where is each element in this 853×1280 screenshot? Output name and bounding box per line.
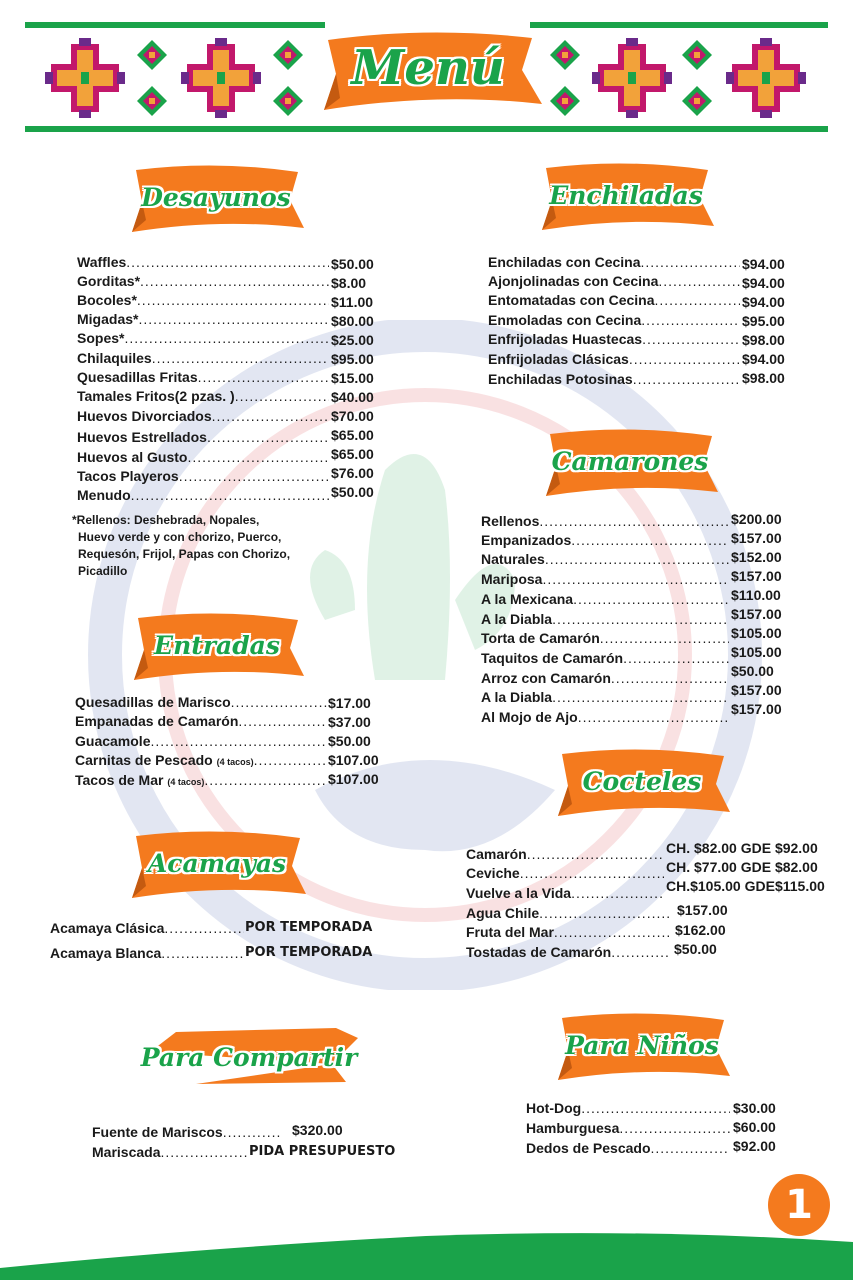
menu-item: Gorditas* ..... [77,273,329,289]
menu-price: PIDA PRESUPUESTO [249,1144,396,1159]
menu-item: Huevos Estrellados ..... [77,429,329,445]
menu-price: $50.00 [331,256,374,272]
menu-item: Camarón ..... [466,846,664,862]
menu-item: Menudo ..... [77,487,329,503]
menu-item: Arroz con Camarón ..... [481,670,729,686]
menu-price: $15.00 [331,370,374,386]
menu-price: $94.00 [742,275,785,291]
menu-price: $107.00 [328,771,379,787]
menu-price: $65.00 [331,446,374,462]
menu-price: $76.00 [331,465,374,481]
menu-price: POR TEMPORADA [245,945,373,960]
tribal-pattern-left [45,36,315,120]
menu-price: $157.00 [731,682,782,698]
menu-title: Menú [351,40,505,96]
menu-price: $65.00 [331,427,374,443]
menu-price: $107.00 [328,752,379,768]
menu-price: $200.00 [731,511,782,527]
menu-item: Enfrijoladas Clásicas ..... [488,351,740,367]
menu-item: Sopes* ..... [77,330,329,346]
menu-item: Entomatadas con Cecina ..... [488,292,740,308]
entradas-ribbon [128,610,306,686]
menu-item: Acamaya Clásica ..... [50,920,244,936]
menu-item: Rellenos ..... [481,513,729,529]
menu-item: Torta de Camarón ..... [481,630,729,646]
menu-price: $157.00 [731,701,782,717]
camarones-title: Camarones [551,447,709,476]
menu-item: Empanadas de Camarón ..... [75,713,327,729]
menu-item: Waffles ..... [77,254,329,270]
menu-item: A la Diabla ..... [481,689,729,705]
menu-item: Migadas* ..... [77,311,329,327]
acamayas-title: Acamayas [147,849,287,878]
menu-price: $94.00 [742,256,785,272]
menu-price: $50.00 [674,941,717,957]
menu-price: $50.00 [331,484,374,500]
menu-price: $30.00 [733,1100,776,1116]
menu-price: $152.00 [731,549,782,565]
menu-price: $157.00 [731,530,782,546]
menu-price: $8.00 [331,275,367,291]
menu-item: Guacamole ..... [75,733,327,749]
menu-item: Tacos de Mar (4 tacos) ..... [75,772,327,788]
menu-price: $162.00 [675,922,726,938]
menu-item: Chilaquiles ..... [77,350,329,366]
menu-price: $17.00 [328,695,371,711]
camarones-ribbon [540,426,720,502]
menu-item: Ajonjolinadas con Cecina ..... [488,273,740,289]
menu-price: $11.00 [331,294,374,310]
tribal-pattern-right [548,36,818,120]
menu-item: Hot-Dog ..... [526,1100,730,1116]
cocteles-title: Cocteles [582,767,702,796]
menu-item: Tostadas de Camarón ..... [466,944,670,960]
menu-item: Mariposa ..... [481,571,729,587]
menu-item: Al Mojo de Ajo ..... [481,709,729,725]
menu-price: $50.00 [731,663,774,679]
compartir-title: Para Compartir [140,1043,358,1072]
menu-item: Acamaya Blanca ..... [50,945,244,961]
acamayas-ribbon [126,828,308,904]
menu-item: Mariscada ..... [92,1144,248,1160]
menu-price: $105.00 [731,644,782,660]
menu-price: $157.00 [677,902,728,918]
menu-item: Quesadillas Fritas ..... [77,369,329,385]
menu-price: CH. $82.00 GDE $92.00 [666,840,818,856]
header-top-bar-right [530,22,828,28]
menu-item: Fuente de Mariscos ..... [92,1124,282,1140]
menu-item: Vuelve a la Vida ..... [466,885,664,901]
footer-green-wave [0,1228,853,1280]
menu-price: $25.00 [331,332,374,348]
menu-item: Bocoles* ..... [77,292,329,308]
menu-item: Tamales Fritos(2 pzas. ) ..... [77,388,329,404]
desayunos-title: Desayunos [141,183,291,212]
cocteles-ribbon [552,746,732,822]
enchiladas-title: Enchiladas [549,181,703,210]
menu-price: $94.00 [742,294,785,310]
menu-price: $320.00 [292,1122,343,1138]
menu-price: $157.00 [731,606,782,622]
menu-item: Enmoladas con Cecina ..... [488,312,740,328]
menu-price: $95.00 [331,351,374,367]
menu-item: Enfrijoladas Huastecas ..... [488,331,740,347]
header-bottom-bar [25,126,828,132]
menu-title-ribbon [310,26,546,116]
desayunos-ribbon [126,162,306,238]
menu-item: Carnitas de Pescado (4 tacos) ..... [75,752,327,768]
menu-price: $157.00 [731,568,782,584]
menu-item: Fruta del Mar ..... [466,924,670,940]
menu-price: $110.00 [731,587,781,603]
menu-item: A la Diabla ..... [481,611,729,627]
menu-price: $105.00 [731,625,782,641]
menu-item: Huevos al Gusto ..... [77,449,329,465]
menu-price: $95.00 [742,313,785,329]
menu-price: $50.00 [328,733,371,749]
header-top-bar-left [25,22,325,28]
menu-price: $60.00 [733,1119,776,1135]
menu-price: $37.00 [328,714,371,730]
ninos-ribbon [552,1010,732,1086]
menu-item: Naturales ..... [481,551,729,567]
menu-price: POR TEMPORADA [245,920,373,935]
menu-price: $40.00 [331,389,374,405]
page-number-badge [768,1174,830,1236]
menu-item: Tacos Playeros ..... [77,468,329,484]
enchiladas-ribbon [536,160,716,236]
menu-price: CH. $77.00 GDE $82.00 [666,859,818,875]
menu-item: Agua Chile ..... [466,905,670,921]
entradas-title: Entradas [154,631,280,660]
menu-item: Enchiladas con Cecina ..... [488,254,740,270]
ninos-title: Para Niños [565,1031,719,1060]
menu-item: A la Mexicana ..... [481,591,729,607]
menu-price: $70.00 [331,408,374,424]
menu-price: $94.00 [742,351,785,367]
rellenos-note: *Rellenos: Deshebrada, Nopales, Huevo verde y con chorizo, Puerco, Requesón, Frijol, Papas con Chorizo, Picadillo [72,513,291,578]
menu-price: CH.$105.00 GDE$115.00 [666,878,825,894]
menu-price: $98.00 [742,370,785,386]
menu-item: Enchiladas Potosinas ..... [488,371,740,387]
menu-price: $92.00 [733,1138,776,1154]
menu-item: Quesadillas de Marisco ..... [75,694,327,710]
menu-item: Hamburguesa ..... [526,1120,730,1136]
menu-item: Dedos de Pescado ..... [526,1140,730,1156]
menu-item: Taquitos de Camarón ..... [481,650,729,666]
menu-item: Ceviche ..... [466,865,664,881]
page-number: 1 [785,1182,813,1228]
menu-item: Huevos Divorciados ..... [77,408,329,424]
compartir-ribbon [136,1024,362,1094]
menu-price: $98.00 [742,332,785,348]
menu-price: $80.00 [331,313,374,329]
menu-item: Empanizados ..... [481,532,729,548]
